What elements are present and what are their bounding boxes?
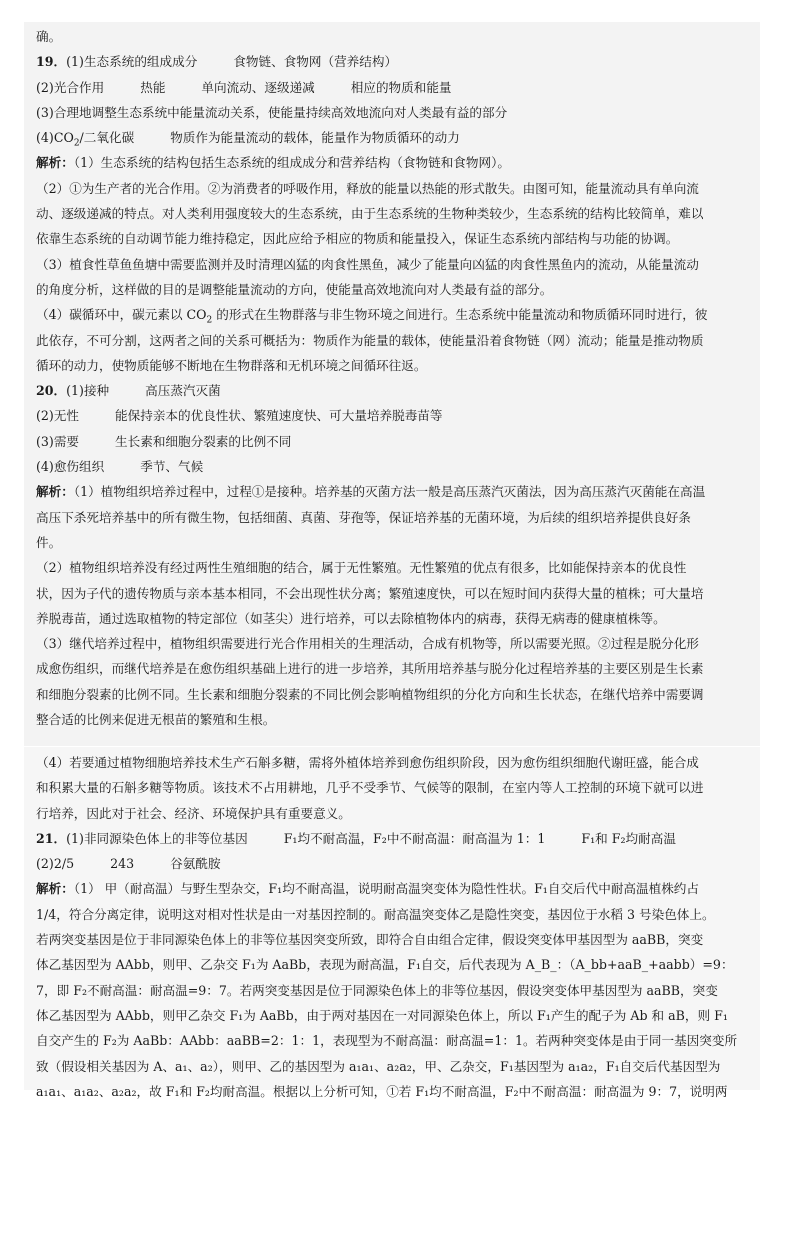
q19-analysis-line: （2）①为生产者的光合作用。②为消费者的呼吸作用，释放的能量以热能的形式散失。由图可知，能量流动具有单向流	[36, 180, 699, 196]
q19-answer-4	[36, 125, 752, 150]
q20-answer-3	[36, 429, 752, 454]
answer-text: F₁均不耐高温，F₂中不耐高温：耐高温为 1：1	[283, 830, 546, 846]
q19-analysis-line: 循环的动力，使物质能够不断地在生物群落和无机环境之间循环往返。	[36, 357, 427, 373]
q19-analysis-line: 依靠生态系统的自动调节能力维持稳定，因此应给予相应的物质和能量投入，保证生态系统内部结构与功能的协调。	[36, 231, 679, 247]
answer-text: F₁和 F₂均耐高温	[581, 830, 676, 846]
answer-text: (2)2/5	[36, 856, 75, 872]
q20-analysis-line: 行培养，因此对于社会、经济、环境保护具有重要意义。	[36, 805, 351, 821]
q20-number: 20．	[36, 383, 67, 399]
subscript: 2	[73, 138, 80, 149]
q21-number: 21．	[36, 830, 67, 846]
q21-analysis-line: 体乙基因型为 AAbb，则甲、乙杂交 F₁为 AaBb，表现为耐高温，F₁自交，后代表现为 A_B_：（A_bb+aaB_+aabb）=9：	[36, 957, 734, 973]
analysis-label: 解析：	[36, 155, 74, 171]
q20-analysis-line: 状，因为子代的遗传物质与亲本基本相同，不会出现性状分离；繁殖速度快，可以在短时间内获得大量的植株；可大量培	[36, 585, 704, 601]
q20-answer-4	[36, 454, 752, 479]
q20-analysis-line: 整合适的比例来促进无根苗的繁殖和生根。	[36, 712, 276, 728]
answer-text: 相应的物质和能量	[350, 79, 452, 95]
q21-analysis-line: 致（假设相关基因为 A、a₁、a₂），则甲、乙的基因型为 a₁a₁、a₂a₂，甲、乙杂交，F₁基因型为 a₁a₂，F₁自交后代基因型为	[36, 1058, 721, 1074]
analysis-text: （4）碳循环中，碳元素以 CO	[36, 307, 207, 323]
answer-text: 季节、气候	[140, 459, 204, 475]
q20-analysis-line: （4）若要通过植物细胞培养技术生产石斛多糖，需将外植体培养到愈伤组织阶段，因为愈伤组织细胞代谢旺盛，能合成	[36, 755, 699, 770]
q19-number: 19．	[36, 54, 67, 70]
answer-text: (1)非同源染色体上的非等位基因	[66, 830, 248, 846]
q19-analysis-line: 此依存，不可分割，这两者之间的关系可概括为：物质作为能量的载体，使能量沿着食物链（网）流动；能量是推动物质	[36, 332, 704, 348]
analysis-text: （1）生态系统的结构包括生态系统的组成成分和营养结构（食物链和食物网）。	[73, 155, 510, 171]
answer-text: (1)接种	[66, 383, 110, 399]
answer-text: 高压蒸汽灭菌	[145, 383, 221, 399]
q20-answer-1	[36, 378, 752, 403]
q19-answer-1	[36, 49, 752, 74]
q19-analysis-line: （3）植食性草鱼鱼塘中需要监测并及时清理凶猛的肉食性黑鱼，减少了能量向凶猛的肉食性黑鱼内的流动，从能量流动	[36, 256, 699, 272]
answer-text: /二氧化碳	[79, 130, 135, 146]
answer-content	[36, 24, 752, 732]
answer-text: 物质作为能量流动的载体，能量作为物质循环的动力	[170, 130, 460, 146]
answer-text: 生长素和细胞分裂素的比例不同	[115, 433, 292, 449]
q19-analysis-line: 的角度分析，这样做的目的是调整能量流动的方向，使能量高效地流向对人类最有益的部分。	[36, 281, 553, 297]
q21-analysis-1	[36, 876, 752, 901]
answer-text: (3)需要	[36, 433, 80, 449]
analysis-label: 解析：	[36, 484, 74, 500]
answer-text: 热能	[140, 79, 166, 95]
analysis-text: 的形式在生物群落与非生物环境之间进行。生态系统中能量流动和物质循环同时进行，彼	[212, 307, 708, 323]
q19-analysis-line: 动、逐级递减的特点。对人类利用强度较大的生态系统，由于生态系统的生物种类较少，生态系统的结构比较简单，难以	[36, 206, 704, 222]
analysis-label: 解析：	[36, 881, 74, 897]
answer-text: (4)愈伤组织	[36, 459, 105, 475]
analysis-text: （1） 甲（耐高温）与野生型杂交，F₁均不耐高温，说明耐高温突变体为隐性性状。F₁自交后代中耐高温植株约占	[73, 881, 699, 897]
q20-analysis-line: 养脱毒苗，通过选取植物的特定部位（如茎尖）进行培养，可以去除植物体内的病毒，获得无病毒的健康植株等。	[36, 610, 666, 626]
subscript: 2	[206, 315, 213, 326]
answer-text: (1)生态系统的组成成分	[66, 54, 198, 70]
q21-analysis-line: 体乙基因型为 AAbb，则甲乙杂交 F₁为 AaBb，由于两对基因在一对同源染色体上，所以 F₁产生的配子为 Ab 和 aB，则 F₁	[36, 1007, 728, 1023]
answer-text: 谷氨酰胺	[170, 856, 221, 872]
analysis-text: （1）植物组织培养过程中，过程①是接种。培养基的灭菌方法一般是高压蒸汽灭菌法，因为高压蒸汽灭菌能在高温	[73, 484, 706, 500]
q20-analysis-line: 高压下杀死培养基中的所有微生物，包括细菌、真菌、芽孢等，保证培养基的无菌环境，为后续的组织培养提供良好条	[36, 509, 691, 525]
answer-text: (2)无性	[36, 408, 80, 424]
q21-answer-1	[36, 826, 752, 851]
q19-answer-3: (3)合理地调整生态系统中能量流动关系，使能量持续高效地流向对人类最有益的部分	[36, 104, 508, 120]
q21-analysis-line: a₁a₁、a₁a₂、a₂a₂，故 F₁和 F₂均耐高温。根据以上分析可知，①若 F₁均不耐高温，F₂中不耐高温：耐高温为 9：7，说明两	[36, 1083, 728, 1099]
answer-text: 食物链、食物网（营养结构）	[233, 54, 398, 70]
answer-content-continued	[36, 750, 752, 1104]
q20-analysis-line: 和细胞分裂素的比例不同。生长素和细胞分裂素的不同比例会影响植物组织的分化方向和生长状态，在继代培养中需要调	[36, 686, 704, 702]
answer-text: 243	[110, 856, 135, 872]
answer-text: (4)CO	[36, 130, 74, 146]
q21-analysis-line: 自交产生的 F₂为 AaBb：AAbb：aaBB=2：1：1，表现型为不耐高温：耐高温=1：1。若两种突变体是由于同一基因突变所	[36, 1033, 738, 1049]
answer-text: 能保持亲本的优良性状、繁殖速度快、可大量培养脱毒苗等	[115, 408, 443, 424]
q19-answer-2	[36, 75, 752, 100]
q21-analysis-line: 若两突变基因是位于非同源染色体上的非等位基因突变所致，即符合自由组合定律，假设突变体甲基因型为 aaBB，突变	[36, 932, 704, 948]
q19-analysis-1	[36, 150, 752, 175]
q21-answer-2	[36, 851, 752, 876]
answer-text: 单向流动、逐级递减	[201, 79, 315, 95]
q20-analysis-1	[36, 479, 752, 504]
text-line: 确。	[36, 29, 62, 44]
q20-analysis-line: 件。	[36, 534, 62, 550]
q19-analysis-line	[36, 302, 752, 327]
q21-analysis-line: 7，即 F₂不耐高温：耐高温=9：7。若两突变基因是位于同源染色体上的非等位基因，假设突变体甲基因型为 aaBB，突变	[36, 982, 718, 998]
q20-analysis-line: 和积累大量的石斛多糖等物质。该技术不占用耕地，几乎不受季节、气候等的限制，在室内等人工控制的环境下就可以进	[36, 780, 704, 796]
q21-analysis-line: 1/4，符合分离定律，说明这对相对性状是由一对基因控制的。耐高温突变体乙是隐性突变，基因位于水稻 3 号染色体上。	[36, 906, 715, 922]
q20-answer-2	[36, 403, 752, 428]
q20-analysis-line: 成愈伤组织，而继代培养是在愈伤组织基础上进行的进一步培养，其所用培养基与脱分化过程培养基的主要区别是生长素	[36, 661, 704, 677]
q20-analysis-line: （2）植物组织培养没有经过两性生殖细胞的结合，属于无性繁殖。无性繁殖的优点有很多，比如能保持亲本的优良性	[36, 560, 687, 576]
q20-analysis-line: （3）继代培养过程中，植物组织需要进行光合作用相关的生理活动，合成有机物等，所以需要光照。②过程是脱分化形	[36, 636, 699, 652]
answer-text: (2)光合作用	[36, 79, 105, 95]
